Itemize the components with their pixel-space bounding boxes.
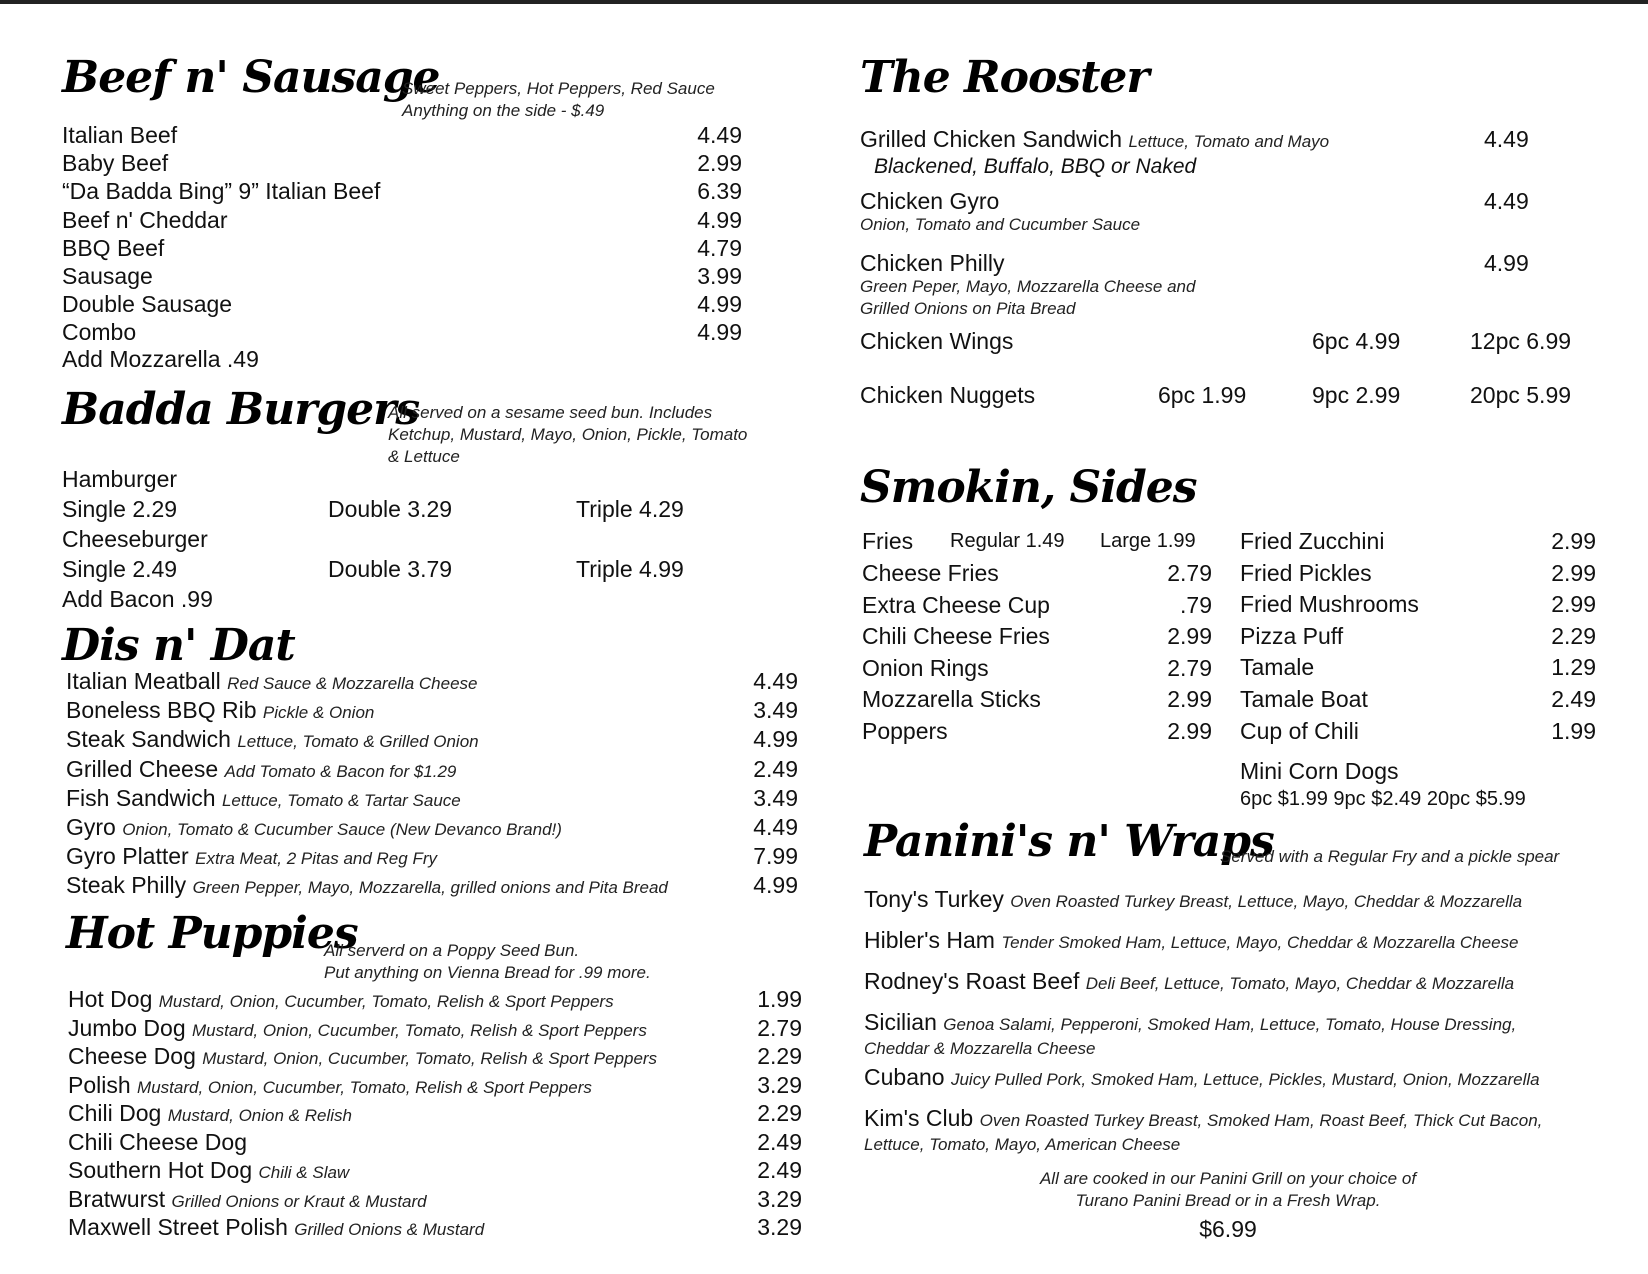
item-price: 4.99 (697, 206, 742, 233)
chicken-philly-desc-2: Grilled Onions on Pita Bread (860, 299, 1076, 318)
item-name: Chili Cheese Dog (68, 1128, 247, 1155)
grilled-chicken-price: 4.49 (1484, 126, 1529, 152)
item-name: Chili Dog (68, 1100, 162, 1126)
item-price: 4.49 (753, 668, 798, 694)
item-name: Italian Beef (62, 122, 178, 148)
panini-footer-1: All are cooked in our Panini Grill on your choice of (1039, 1169, 1417, 1188)
item-name: Sicilian (864, 1009, 937, 1035)
menu-item (66, 812, 798, 841)
item-description: Add Tomato & Bacon for $1.29 (224, 761, 457, 781)
menu-item (66, 724, 798, 753)
item-price: 2.99 (1167, 686, 1212, 713)
item-name: Gyro Platter (66, 843, 189, 870)
item-price: 1.99 (757, 986, 802, 1012)
item-description: Mustard, Onion, Cucumber, Tomato, Relish & Sport Peppers (158, 992, 614, 1011)
panini-list (864, 884, 1616, 1158)
item-name: Jumbo Dog (68, 1014, 186, 1041)
item-price: 4.49 (753, 813, 798, 840)
item-name: Onion Rings (862, 654, 989, 681)
side-item (862, 621, 1212, 653)
fries-regular: Regular 1.49 (950, 530, 1065, 552)
item-price: 2.49 (757, 1157, 802, 1183)
hamburger-single: Single 2.29 (62, 496, 178, 522)
side-item (1240, 558, 1596, 590)
section-title-panini: Panini's n' Wraps (864, 816, 1274, 867)
chicken-nuggets-20pc: 20pc 5.99 (1470, 382, 1572, 408)
item-name: Beef n' Cheddar (62, 206, 228, 233)
side-item (1240, 716, 1596, 748)
item-price: 7.99 (753, 843, 798, 870)
chicken-philly-price: 4.99 (1484, 250, 1529, 276)
item-price: 3.49 (753, 697, 798, 724)
item-name: Extra Cheese Cup (862, 591, 1050, 618)
beef-note-1: Sweet Peppers, Hot Peppers, Red Sauce (402, 79, 715, 98)
side-item (862, 558, 1212, 590)
item-name: Chili Cheese Fries (862, 623, 1050, 650)
item-description: Tender Smoked Ham, Lettuce, Mayo, Cheddar & Mozzarella Cheese (1001, 933, 1519, 952)
menu-item (62, 261, 742, 289)
menu-item (62, 148, 742, 176)
menu-item (68, 1155, 802, 1184)
item-description: Mustard, Onion & Relish (167, 1106, 352, 1125)
grilled-chicken-options: Blackened, Buffalo, BBQ or Naked (874, 155, 1197, 178)
item-price: 2.49 (753, 755, 798, 782)
chicken-wings: Chicken Wings (860, 328, 1014, 354)
menu-item (66, 870, 798, 899)
item-name: Tamale Boat (1240, 685, 1368, 712)
item-name: Steak Sandwich (66, 726, 231, 753)
burgers-note-1: All served on a sesame seed bun. Includes (388, 403, 713, 422)
item-name: Fish Sandwich (66, 784, 216, 811)
item-name: Tony's Turkey (864, 886, 1004, 912)
beef-list (62, 120, 742, 346)
menu-item (62, 233, 742, 261)
item-name: Sausage (62, 262, 153, 289)
item-description-2: Cheddar & Mozzarella Cheese (864, 1039, 1096, 1058)
section-title-sides: Smokin, Sides (860, 462, 1197, 513)
chicken-gyro: Chicken Gyro (860, 188, 1000, 214)
chicken-philly: Chicken Philly (860, 250, 1005, 276)
menu-item (68, 1127, 802, 1156)
item-price: 2.29 (1551, 622, 1596, 649)
item-description: Lettuce, Tomato & Grilled Onion (237, 732, 479, 752)
section-title-rooster: The Rooster (860, 52, 1149, 103)
item-description: Oven Roasted Turkey Breast, Lettuce, Mayo, Cheddar & Mozzarella (1010, 892, 1523, 911)
burgers-note-3: & Lettuce (388, 447, 460, 466)
menu-item (62, 176, 742, 204)
sides-left-list (862, 558, 1212, 748)
menu-item (62, 120, 742, 148)
puppies-note-1: All serverd on a Poppy Seed Bun. (324, 941, 580, 960)
grilled-chicken-sandwich: Grilled Chicken Sandwich Lettuce, Tomato and Mayo (860, 126, 1330, 152)
item-description: Juicy Pulled Pork, Smoked Ham, Lettuce, Pickles, Mustard, Onion, Mozzarella (950, 1070, 1540, 1089)
cheeseburger-label: Cheeseburger (62, 526, 208, 552)
item-price: 2.49 (1551, 685, 1596, 712)
side-item (862, 684, 1212, 716)
puppies-note-2: Put anything on Vienna Bread for .99 more. (324, 963, 651, 982)
side-item (1240, 589, 1596, 621)
panini-price: $6.99 (1199, 1216, 1257, 1242)
item-name: Fried Mushrooms (1240, 591, 1419, 618)
item-price: 4.99 (697, 319, 742, 346)
chicken-nuggets-6pc: 6pc 1.99 (1158, 382, 1247, 408)
item-price: 4.79 (697, 234, 742, 261)
item-name: Cheese Dog (68, 1043, 196, 1069)
item-name: Fried Zucchini (1240, 528, 1385, 554)
mini-corn-dogs: Mini Corn Dogs (1240, 758, 1399, 784)
mini-corn-dogs-prices: 6pc $1.99 9pc $2.49 20pc $5.99 (1240, 788, 1526, 810)
disdat-list (66, 666, 798, 900)
chicken-wings-12pc: 12pc 6.99 (1470, 328, 1572, 354)
item-price: 2.99 (1167, 717, 1212, 744)
item-price: 3.49 (753, 784, 798, 811)
item-description: Deli Beef, Lettuce, Tomato, Mayo, Cheddar & Mozzarella (1085, 974, 1515, 993)
puppies-list (68, 984, 802, 1241)
sides-right-list (1240, 526, 1596, 747)
item-name: Southern Hot Dog (68, 1157, 253, 1183)
menu-item (62, 205, 742, 233)
item-price: 2.29 (757, 1043, 802, 1069)
side-item (862, 653, 1212, 685)
chicken-gyro-price: 4.49 (1484, 188, 1529, 214)
panini-footer-2: Turano Panini Bread or in a Fresh Wrap. (1075, 1191, 1381, 1210)
fries: Fries (862, 528, 914, 554)
item-name: Hibler's Ham (864, 927, 995, 953)
item-name: Double Sausage (62, 291, 233, 318)
item-price: 1.29 (1551, 654, 1596, 681)
item-description: Lettuce, Tomato & Tartar Sauce (221, 790, 461, 810)
item-price: 2.79 (1167, 654, 1212, 681)
item-price: 4.99 (697, 291, 742, 318)
panini-item (864, 1007, 1616, 1058)
item-description: Grilled Onions or Kraut & Mustard (171, 1191, 427, 1211)
item-price: 1.99 (1551, 717, 1596, 744)
item-name: Grilled Cheese (66, 755, 219, 782)
item-price: 2.99 (697, 150, 742, 177)
item-name: Hot Dog (68, 986, 153, 1012)
item-name: Baby Beef (62, 150, 169, 177)
item-price: 2.79 (1167, 560, 1212, 586)
item-name: Poppers (862, 717, 948, 744)
item-description: Extra Meat, 2 Pitas and Reg Fry (195, 849, 437, 869)
item-price: 2.49 (757, 1128, 802, 1155)
item-name: Pizza Puff (1240, 622, 1344, 649)
item-description: Red Sauce & Mozzarella Cheese (227, 674, 478, 693)
item-price: 6.39 (697, 178, 742, 205)
side-item (1240, 526, 1596, 558)
chicken-nuggets: Chicken Nuggets (860, 382, 1036, 408)
item-name: Tamale (1240, 654, 1315, 681)
side-item (1240, 652, 1596, 684)
chicken-philly-desc-1: Green Peper, Mayo, Mozzarella Cheese and (860, 277, 1196, 296)
item-price: 3.29 (757, 1185, 802, 1212)
item-name: Cheese Fries (862, 560, 999, 586)
side-item (1240, 684, 1596, 716)
cheeseburger-triple: Triple 4.99 (576, 556, 684, 582)
chicken-wings-6pc: 6pc 4.99 (1312, 328, 1401, 354)
menu-item (66, 666, 798, 695)
item-price: 2.29 (757, 1100, 802, 1126)
item-name: Fried Pickles (1240, 559, 1372, 586)
menu-item (62, 289, 742, 317)
chicken-gyro-desc: Onion, Tomato and Cucumber Sauce (860, 215, 1141, 234)
side-item (862, 590, 1212, 622)
bacon-addon: Add Bacon .99 (62, 586, 213, 612)
item-name: BBQ Beef (62, 234, 165, 261)
menu-item (66, 695, 798, 724)
side-item (862, 716, 1212, 748)
item-name: Maxwell Street Polish (68, 1214, 288, 1240)
item-name: “Da Badda Bing” 9” Italian Beef (62, 178, 381, 205)
item-price: 2.79 (757, 1014, 802, 1041)
menu-item (68, 1013, 802, 1042)
item-description: Green Pepper, Mayo, Mozzarella, grilled onions and Pita Bread (192, 878, 668, 898)
menu-item (68, 1212, 802, 1241)
item-description: Mustard, Onion, Cucumber, Tomato, Relish & Sport Peppers (202, 1049, 658, 1068)
item-name: Polish (68, 1071, 131, 1098)
item-price: 2.99 (1551, 591, 1596, 618)
side-item (1240, 621, 1596, 653)
item-name: Bratwurst (68, 1185, 166, 1212)
item-description: Chili & Slaw (258, 1163, 350, 1182)
menu-item (68, 1041, 802, 1070)
section-title-beef: Beef n' Sausage (62, 52, 440, 103)
item-description: Oven Roasted Turkey Breast, Smoked Ham, Roast Beef, Thick Cut Bacon, (979, 1111, 1543, 1130)
item-price: 4.99 (753, 872, 798, 899)
beef-note-2: Anything on the side - $.49 (402, 101, 605, 120)
hamburger-double: Double 3.29 (328, 496, 453, 522)
item-price: 3.99 (697, 262, 742, 289)
item-price: 3.29 (757, 1214, 802, 1240)
item-price: 2.99 (1551, 528, 1596, 554)
item-description: Pickle & Onion (262, 703, 375, 723)
item-description: Mustard, Onion, Cucumber, Tomato, Relish & Sport Peppers (137, 1077, 592, 1097)
item-price: .79 (1180, 591, 1212, 618)
menu-item (68, 984, 802, 1013)
hamburger-label: Hamburger (62, 466, 178, 492)
menu-item (68, 1184, 802, 1213)
fries-large: Large 1.99 (1100, 530, 1196, 552)
burgers-note-2: Ketchup, Mustard, Mayo, Onion, Pickle, Tomato (388, 425, 748, 444)
top-border (0, 0, 1648, 4)
panini-note: Served with a Regular Fry and a pickle spear (1220, 847, 1560, 866)
item-name: Kim's Club (864, 1105, 974, 1131)
hamburger-triple: Triple 4.29 (576, 496, 684, 522)
menu-item (66, 783, 798, 812)
chicken-nuggets-9pc: 9pc 2.99 (1312, 382, 1401, 408)
item-price: 2.99 (1551, 559, 1596, 586)
menu-item (62, 317, 742, 345)
item-name: Rodney's Roast Beef (864, 968, 1080, 994)
item-name: Gyro (66, 813, 116, 840)
panini-item (864, 966, 1616, 999)
item-description-2: Lettuce, Tomato, Mayo, American Cheese (864, 1135, 1181, 1154)
item-name: Steak Philly (66, 872, 187, 899)
item-name: Combo (62, 319, 137, 346)
item-name: Cup of Chili (1240, 717, 1359, 744)
section-title-burgers: Badda Burgers (62, 384, 420, 435)
menu-item (68, 1098, 802, 1127)
panini-item (864, 1103, 1616, 1154)
panini-item (864, 884, 1616, 917)
item-price: 2.99 (1167, 623, 1212, 650)
panini-item (864, 925, 1616, 958)
cheeseburger-double: Double 3.79 (328, 556, 453, 582)
item-name: Italian Meatball (66, 668, 221, 694)
cheeseburger-single: Single 2.49 (62, 556, 178, 582)
beef-addon: Add Mozzarella .49 (62, 346, 259, 372)
menu-item (66, 754, 798, 783)
item-description: Genoa Salami, Pepperoni, Smoked Ham, Lettuce, Tomato, House Dressing, (943, 1015, 1517, 1034)
item-price: 4.49 (697, 122, 742, 148)
item-name: Cubano (864, 1064, 945, 1090)
item-description: Mustard, Onion, Cucumber, Tomato, Relish & Sport Peppers (192, 1020, 647, 1040)
section-title-puppies: Hot Puppies (66, 908, 358, 959)
item-price: 3.29 (757, 1071, 802, 1098)
item-description: Onion, Tomato & Cucumber Sauce (New Devanco Brand!) (122, 819, 562, 839)
menu-item (66, 841, 798, 870)
item-price: 4.99 (753, 726, 798, 753)
item-name: Mozzarella Sticks (862, 686, 1041, 713)
panini-item (864, 1062, 1616, 1095)
section-title-disdat: Dis n' Dat (62, 620, 295, 671)
item-description: Grilled Onions & Mustard (294, 1220, 485, 1239)
item-name: Boneless BBQ Rib (66, 697, 257, 724)
menu-item (68, 1070, 802, 1099)
